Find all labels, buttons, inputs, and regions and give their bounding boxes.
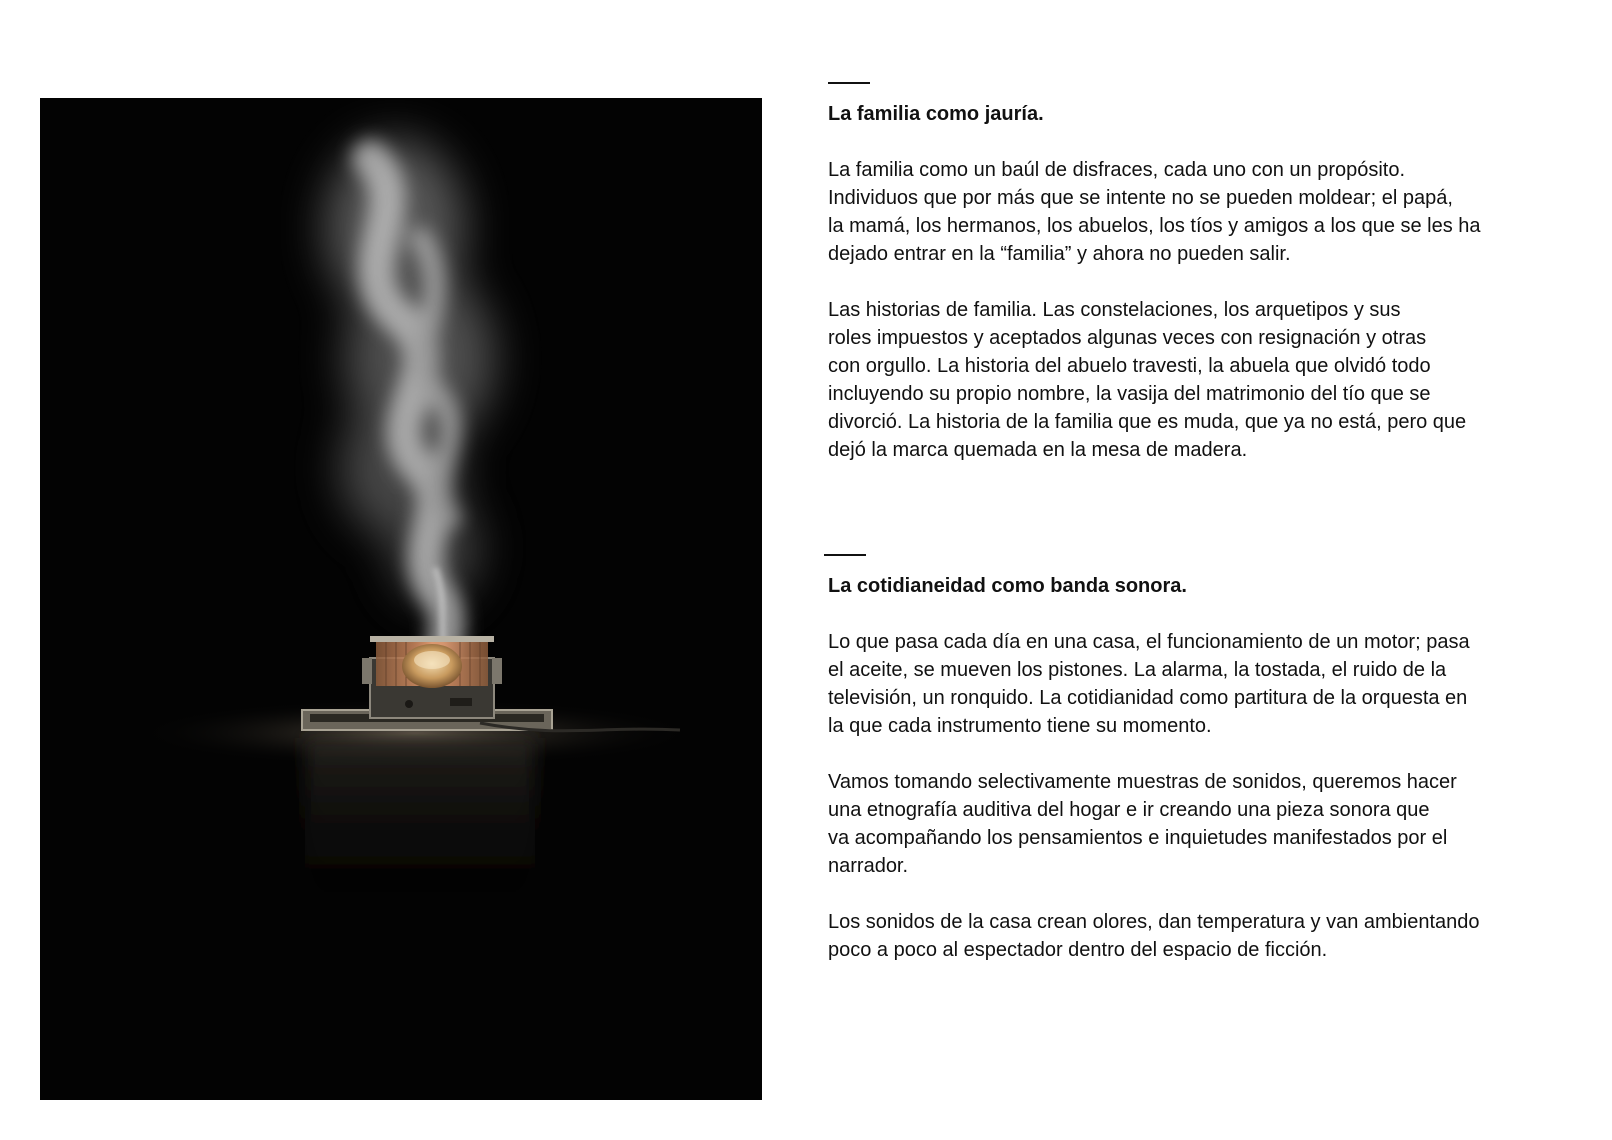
text-line: dejado entrar en la “familia” y ahora no pueden salir.	[828, 243, 1291, 265]
text-line: dejó la marca quemada en la mesa de madera.	[828, 439, 1248, 461]
text-line: la mamá, los hermanos, los abuelos, los tíos y amigos a los que se les ha	[828, 215, 1481, 237]
paragraph	[828, 156, 1563, 268]
paragraph	[828, 296, 1563, 464]
text-line: Vamos tomando selectivamente muestras de sonidos, queremos hacer	[828, 771, 1457, 793]
toaster-smoke-image	[40, 98, 762, 1100]
text-line: televisión, un ronquido. La cotidianidad como partitura de la orquesta en	[828, 687, 1468, 709]
paragraph	[828, 628, 1563, 740]
section-cotidianeidad	[828, 554, 1563, 992]
text-line: una etnografía auditiva del hogar e ir creando una pieza sonora que	[828, 799, 1430, 821]
text-line: la que cada instrumento tiene su momento.	[828, 715, 1212, 737]
section-rule	[828, 82, 870, 84]
text-line: Las historias de familia. Las constelaciones, los arquetipos y sus	[828, 299, 1401, 321]
section-heading: La familia como jauría.	[828, 103, 1044, 125]
text-line: el aceite, se mueven los pistones. La alarma, la tostada, el ruido de la	[828, 659, 1447, 681]
text-line: roles impuestos y aceptados algunas veces con resignación y otras	[828, 327, 1427, 349]
text-line: con orgullo. La historia del abuelo travesti, la abuela que olvidó todo	[828, 355, 1431, 377]
text-line: Individuos que por más que se intente no se pueden moldear; el papá,	[828, 187, 1453, 209]
section-heading: La cotidianeidad como banda sonora.	[828, 575, 1187, 597]
section-familia	[828, 82, 1563, 492]
photo-toaster-smoke	[40, 98, 762, 1100]
section-rule	[824, 554, 866, 556]
text-line: divorció. La historia de la familia que es muda, que ya no está, pero que	[828, 411, 1467, 433]
text-line: incluyendo su propio nombre, la vasija del matrimonio del tío que se	[828, 383, 1431, 405]
text-line: narrador.	[828, 855, 909, 877]
text-line: La familia como un baúl de disfraces, cada uno con un propósito.	[828, 159, 1406, 181]
text-line: Los sonidos de la casa crean olores, dan temperatura y van ambientando	[828, 911, 1480, 933]
text-line: Lo que pasa cada día en una casa, el funcionamiento de un motor; pasa	[828, 631, 1470, 653]
text-line: poco a poco al espectador dentro del espacio de ficción.	[828, 939, 1328, 961]
text-line: va acompañando los pensamientos e inquietudes manifestados por el	[828, 827, 1448, 849]
paragraph	[828, 768, 1563, 880]
paragraph	[828, 908, 1563, 964]
